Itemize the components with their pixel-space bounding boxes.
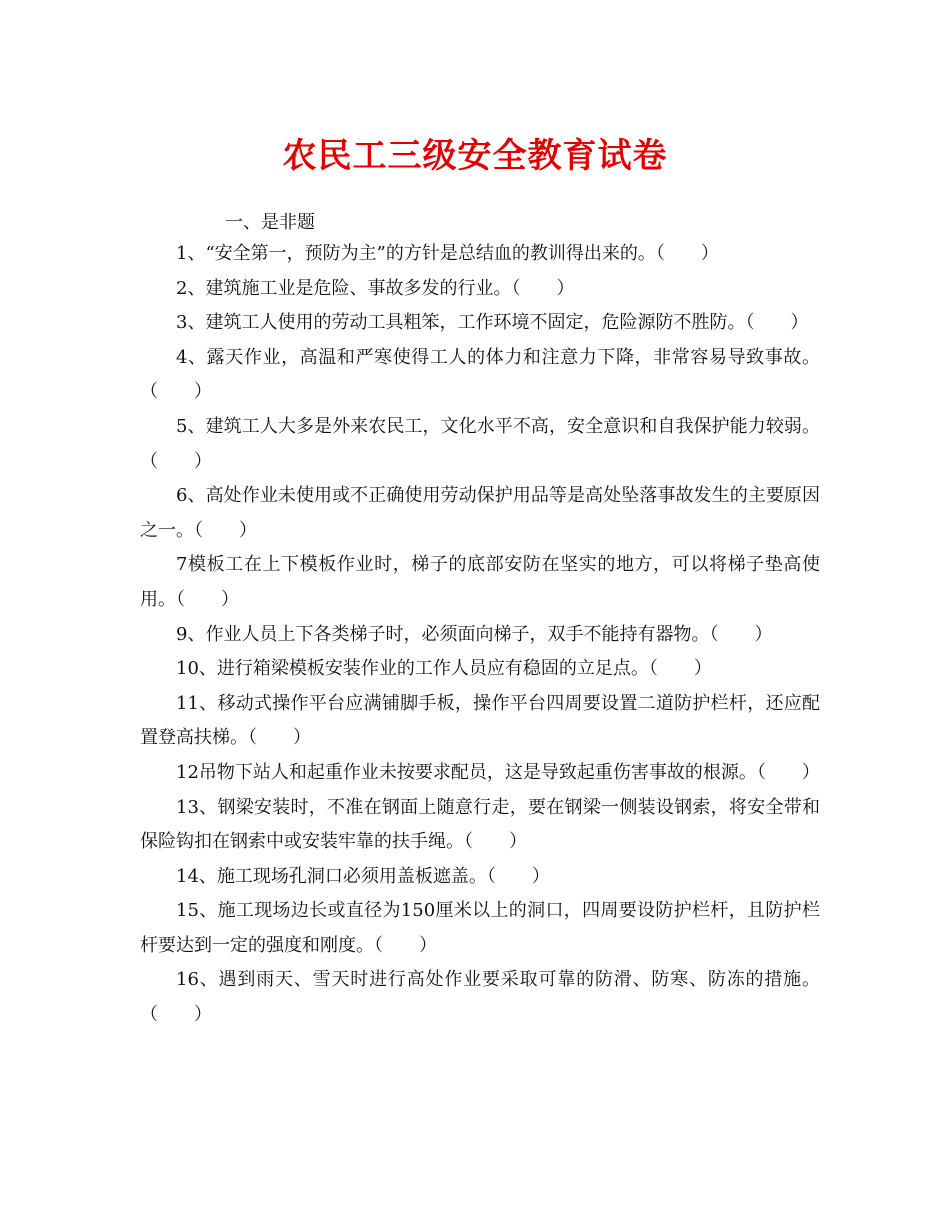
question-item: 1、“安全第一，预防为主”的方针是总结血的教训得出来的。（ ） [176, 243, 719, 264]
question-item: 15、施工现场边长或直径为150厘米以上的洞口，四周要设防护栏杆，且防护栏杆要达到一定的强度和刚度。（ ） [140, 900, 820, 956]
question-item: 13、钢梁安装时，不准在钢面上随意行走，要在钢梁一侧装设钢索，将安全带和保险钩扣在钢索中或安装牢靠的扶手绳。（ ） [140, 796, 820, 853]
question-item: 6、高处作业未使用或不正确使用劳动保护用品等是高处坠落事故发生的主要原因之一。（ ） [140, 485, 820, 541]
question-item: 5、建筑工人大多是外来农民工，文化水平不高，安全意识和自我保护能力较弱。（ ） [140, 415, 820, 472]
question-list [140, 237, 820, 1033]
question-item: 16、遇到雨天、雪天时进行高处作业要采取可靠的防滑、防寒、防冻的措施。（ ） [140, 969, 820, 1026]
question-item: 11、移动式操作平台应满铺脚手板，操作平台四周要设置二道防护栏杆，还应配置登高扶梯。（ ） [140, 692, 820, 749]
question-item: 2、建筑施工业是危险、事故多发的行业。（ ） [176, 277, 575, 299]
question-item: 12吊物下站人和起重作业未按要求配员，这是导致起重伤害事故的根源。（ ） [176, 761, 820, 783]
question-item: 9、作业人员上下各类梯子时，必须面向梯子，双手不能持有器物。（ ） [176, 623, 773, 645]
question-item: 10、进行箱梁模板安装作业的工作人员应有稳固的立足点。（ ） [176, 658, 712, 680]
section-heading: 一、是非题 [225, 212, 315, 233]
question-item: 7模板工在上下模板作业时，梯子的底部安防在坚实的地方，可以将梯子垫高使用。（ ） [140, 554, 820, 610]
question-item: 4、露天作业，高温和严寒使得工人的体力和注意力下降，非常容易导致事故。（ ） [140, 346, 820, 403]
document-title: 农民工三级安全教育试卷 [282, 136, 668, 176]
question-item: 14、施工现场孔洞口必须用盖板遮盖。（ ） [176, 865, 550, 887]
question-item: 3、建筑工人使用的劳动工具粗笨，工作环境不固定，危险源防不胜防。（ ） [176, 312, 809, 334]
